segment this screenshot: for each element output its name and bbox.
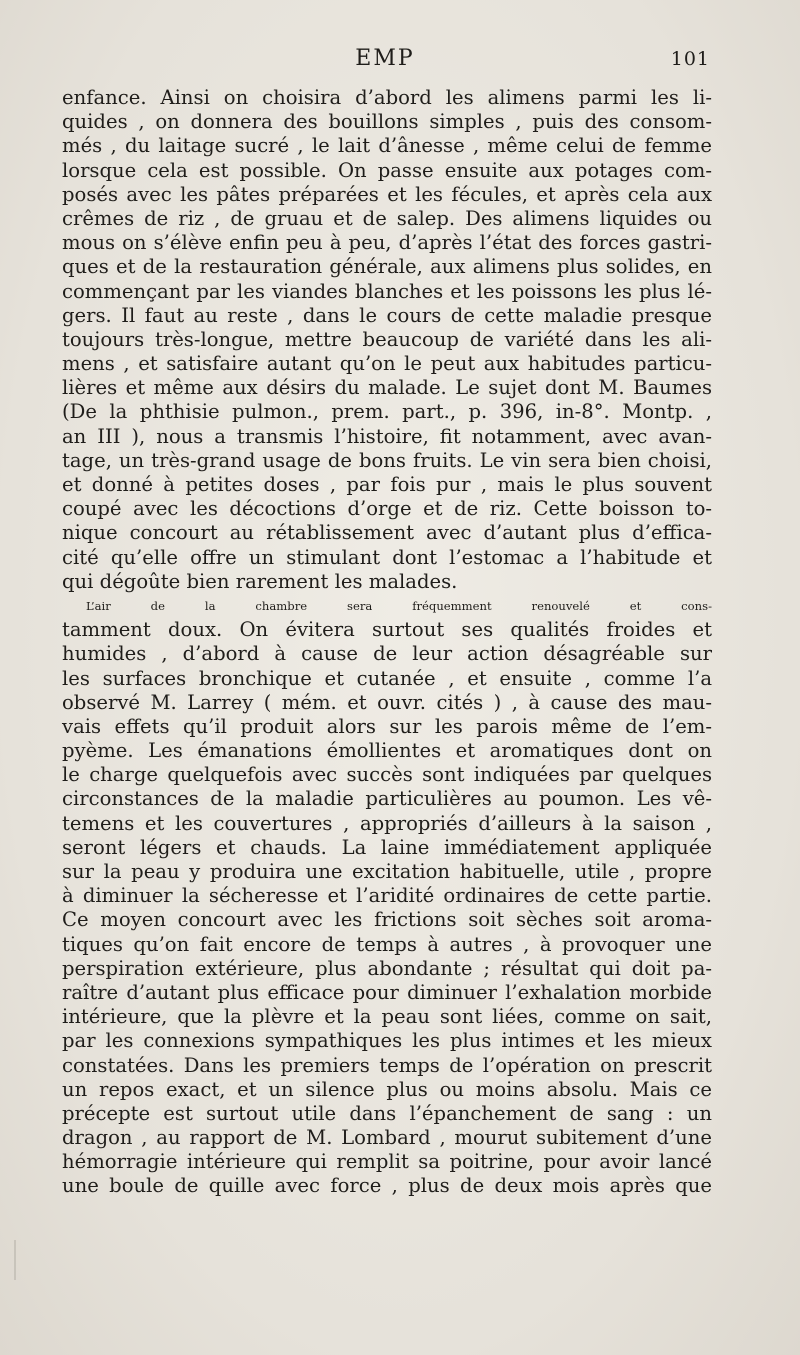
running-head: EMP [355,46,415,71]
text-line: une boule de quille avec force , plus de deux mois après que [62,1174,712,1198]
text-line: més , du laitage sucré , le lait d’ânesse , même celui de femme [62,134,712,158]
text-line: tiques qu’on fait encore de temps à autres , à provoquer une [62,932,712,956]
text-line: dragon , au rapport de M. Lombard , mourut subitement d’une [62,1126,712,1150]
text-line: par les connexions sympathiques les plus intimes et les mieux [62,1029,712,1053]
text-line: lorsque cela est possible. On passe ensuite aux potages com- [62,158,712,182]
text-line: intérieure, que la plèvre et la peau sont liées, comme on sait, [62,1005,712,1029]
text-line: pyème. Les émanations émollientes et aromatiques dont on [62,739,712,763]
text-line: tage, un très-grand usage de bons fruits. Le vin sera bien choisi, [62,448,712,472]
text-line: lières et même aux désirs du malade. Le sujet dont M. Baumes [62,376,712,400]
margin-mark [14,1240,16,1280]
text-line: constatées. Dans les premiers temps de l’opération on prescrit [62,1053,712,1077]
text-line: tamment doux. On évitera surtout ses qualités froides et [62,618,712,642]
text-line: nique concourt au rétablissement avec d’autant plus d’effica- [62,521,712,545]
text-line: les surfaces bronchique et cutanée , et ensuite , comme l’a [62,666,712,690]
text-line: temens et les couvertures , appropriés d’ailleurs à la saison , [62,811,712,835]
text-line: (De la phthisie pulmon., prem. part., p. 396, in-8°. Montp. , [62,400,712,424]
text-line: raître d’autant plus efficace pour diminuer l’exhalation morbide [62,980,712,1004]
text-line: un repos exact, et un silence plus ou moins absolu. Mais ce [62,1077,712,1101]
text-line: seront légers et chauds. La laine immédiatement appliquée [62,835,712,859]
text-line: humides , d’abord à cause de leur action désagréable sur [62,642,712,666]
text-line: circonstances de la maladie particulières au poumon. Les vê- [62,787,712,811]
text-line: an III ), nous a transmis l’histoire, fit notamment, avec avan- [62,424,712,448]
text-line: commençant par les viandes blanches et les poissons les plus lé- [62,279,712,303]
text-line: perspiration extérieure, plus abondante ; résultat qui doit pa- [62,956,712,980]
text-line: observé M. Larrey ( mém. et ouvr. cités ) , à cause des mau- [62,690,712,714]
text-line: posés avec les pâtes préparées et les fécules, et après cela aux [62,182,712,206]
text-line: toujours très-longue, mettre beaucoup de variété dans les ali- [62,327,712,351]
text-line: précepte est surtout utile dans l’épanchement de sang : un [62,1101,712,1125]
text-line: Ce moyen concourt avec les frictions soit sèches soit aroma- [62,908,712,932]
text-line: sur la peau y produira une excitation habituelle, utile , propre [62,860,712,883]
page-header [60,46,710,76]
text-line: le charge quelquefois avec succès sont indiquées par quelques [62,763,712,787]
body-text [62,86,712,1199]
text-line: hémorragie intérieure qui remplit sa poitrine, pour avoir lancé [62,1150,712,1174]
text-line: ques et de la restauration générale, aux alimens plus solides, en [62,255,712,279]
text-line: coupé avec les décoctions d’orge et de riz. Cette boisson to- [62,497,712,521]
text-line: à diminuer la sécheresse et l’aridité ordinaires de cette partie. [62,884,712,908]
text-line: et donné à petites doses , par fois pur , mais le plus souvent [62,473,712,496]
text-line: enfance. Ainsi on choisira d’abord les alimens parmi les li- [62,86,712,109]
text-line: crêmes de riz , de gruau et de salep. Des alimens liquides ou [62,206,712,230]
text-line: vais effets qu’il produit alors sur les parois même de l’em- [62,714,712,738]
text-line: L’air de la chambre sera fréquemment renouvelé et cons- [86,598,712,613]
page-number: 101 [670,48,710,70]
text-line: cité qu’elle offre un stimulant dont l’estomac a l’habitude et [62,545,712,569]
text-line: quides , on donnera des bouillons simples , puis des consom- [62,110,712,134]
text-line: gers. Il faut au reste , dans le cours de cette maladie presque [62,303,712,327]
text-line: qui dégoûte bien rarement les malades. [62,569,458,593]
text-line: mous on s’élève enfin peu à peu, d’après l’état des forces gastri- [62,231,712,255]
text-line: mens , et satisfaire autant qu’on le peut aux habitudes particu- [62,352,712,376]
